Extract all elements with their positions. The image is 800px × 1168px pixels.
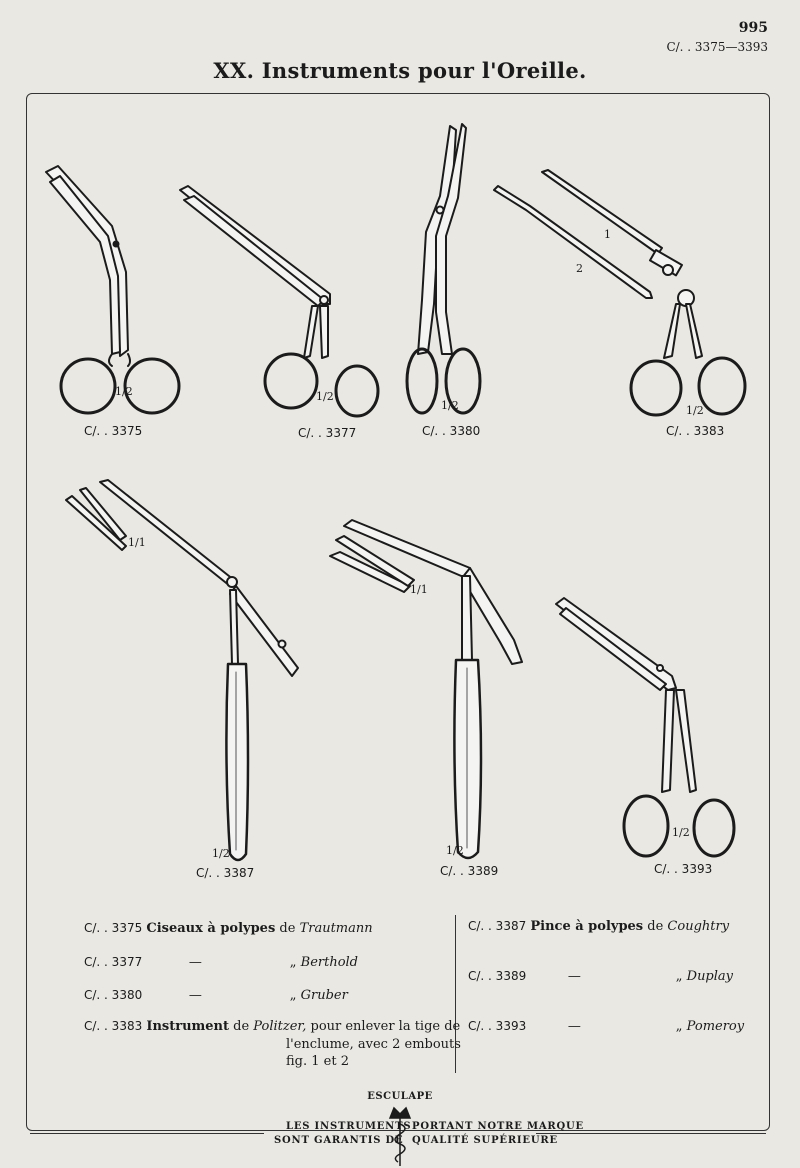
entry-author: Coughtry <box>667 919 730 934</box>
scale-3393: 1/2 <box>672 826 690 839</box>
entry-3389 <box>468 969 733 984</box>
part-label-1: 1 <box>604 228 611 241</box>
page-title: XX. Instruments pour l'Oreille. <box>213 58 587 83</box>
entry-author: Politzer, <box>253 1019 307 1034</box>
entry-author: Duplay <box>686 969 734 984</box>
figure-label-3380: C/. . 3380 <box>422 424 481 438</box>
scissors-3377-figure <box>180 186 378 416</box>
entry-3387 <box>468 919 729 934</box>
entry-de: de <box>647 919 664 934</box>
continuation-line: l'enclume, avec 2 embouts <box>286 1037 461 1052</box>
entry-de: de <box>233 1019 250 1034</box>
figure-label-3389: C/. . 3389 <box>440 864 499 878</box>
entry-3377 <box>84 955 358 970</box>
scale-3389: 1/2 <box>446 844 464 857</box>
entry-code: C/. . 3383 <box>84 1019 143 1033</box>
entry-ditto: „ <box>289 955 297 970</box>
entry-code: C/. . 3389 <box>468 969 527 983</box>
footer-line1-right: PORTANT NOTRE MARQUE <box>412 1121 584 1132</box>
entry-3375 <box>84 921 373 936</box>
entry-code: C/. . 3380 <box>84 988 143 1002</box>
footer-line2-right: QUALITÉ SUPÉRIEURE <box>412 1135 558 1146</box>
entry-dash: — <box>188 955 202 970</box>
scale-3380: 1/2 <box>441 399 459 412</box>
entry-3383-continuation <box>286 1036 461 1070</box>
entry-name: Pince à polypes <box>530 919 644 934</box>
scale-3375: 1/2 <box>115 385 133 398</box>
scale-3387: 1/2 <box>212 847 230 860</box>
tip-scale-3387: 1/1 <box>128 536 146 549</box>
footer-rule-left <box>30 1133 264 1134</box>
footer-line2-left: SONT GARANTIS DE <box>274 1135 404 1146</box>
part-label-2: 2 <box>576 262 583 275</box>
forceps-3387-figure <box>66 480 298 860</box>
entry-code: C/. . 3393 <box>468 1019 527 1033</box>
forceps-3380-figure <box>407 124 480 413</box>
entry-ditto: „ <box>675 1019 683 1034</box>
entry-code: C/. . 3377 <box>84 955 143 969</box>
scale-3377: 1/2 <box>316 390 334 403</box>
page-number: 995 <box>738 20 768 36</box>
scale-3383: 1/2 <box>686 404 704 417</box>
entry-3393 <box>468 1019 744 1034</box>
forceps-3393-figure <box>556 598 734 856</box>
entry-ditto: „ <box>675 969 683 984</box>
tip-scale-3389: 1/1 <box>410 583 428 596</box>
brand-name: ESCULAPE <box>367 1091 433 1102</box>
entry-dash: — <box>188 988 202 1003</box>
entry-de: de <box>279 921 296 936</box>
forceps-3389-figure <box>330 520 522 858</box>
entry-name: Instrument <box>146 1019 229 1034</box>
entry-code: C/. . 3375 <box>84 921 143 935</box>
continuation-line: fig. 1 et 2 <box>286 1054 349 1069</box>
footer-line1-left: LES INSTRUMENTS <box>286 1121 412 1132</box>
entry-author: Berthold <box>300 955 359 970</box>
entry-3380 <box>84 988 348 1003</box>
entry-code: C/. . 3387 <box>468 919 527 933</box>
instrument-3383-figure <box>494 170 745 415</box>
scissors-3375-figure <box>46 166 179 413</box>
entry-author: Pomeroy <box>686 1019 745 1034</box>
esculape-emblem-icon <box>384 1104 416 1168</box>
entry-3383 <box>84 1019 460 1034</box>
catalog-range: C/. . 3375—3393 <box>666 40 768 54</box>
footer-rule-right <box>536 1133 766 1134</box>
entry-ditto: „ <box>289 988 297 1003</box>
entry-author: Gruber <box>300 988 348 1003</box>
entry-dash: — <box>567 969 581 984</box>
entry-description: pour enlever la tige de <box>310 1019 461 1034</box>
figure-label-3375: C/. . 3375 <box>84 424 143 438</box>
entry-dash: — <box>567 1019 581 1034</box>
figure-label-3377: C/. . 3377 <box>298 426 357 440</box>
entry-name: Ciseaux à polypes <box>146 921 276 936</box>
figure-label-3383: C/. . 3383 <box>666 424 725 438</box>
entry-author: Trautmann <box>299 921 373 936</box>
figure-label-3387: C/. . 3387 <box>196 866 255 880</box>
figure-label-3393: C/. . 3393 <box>654 862 713 876</box>
